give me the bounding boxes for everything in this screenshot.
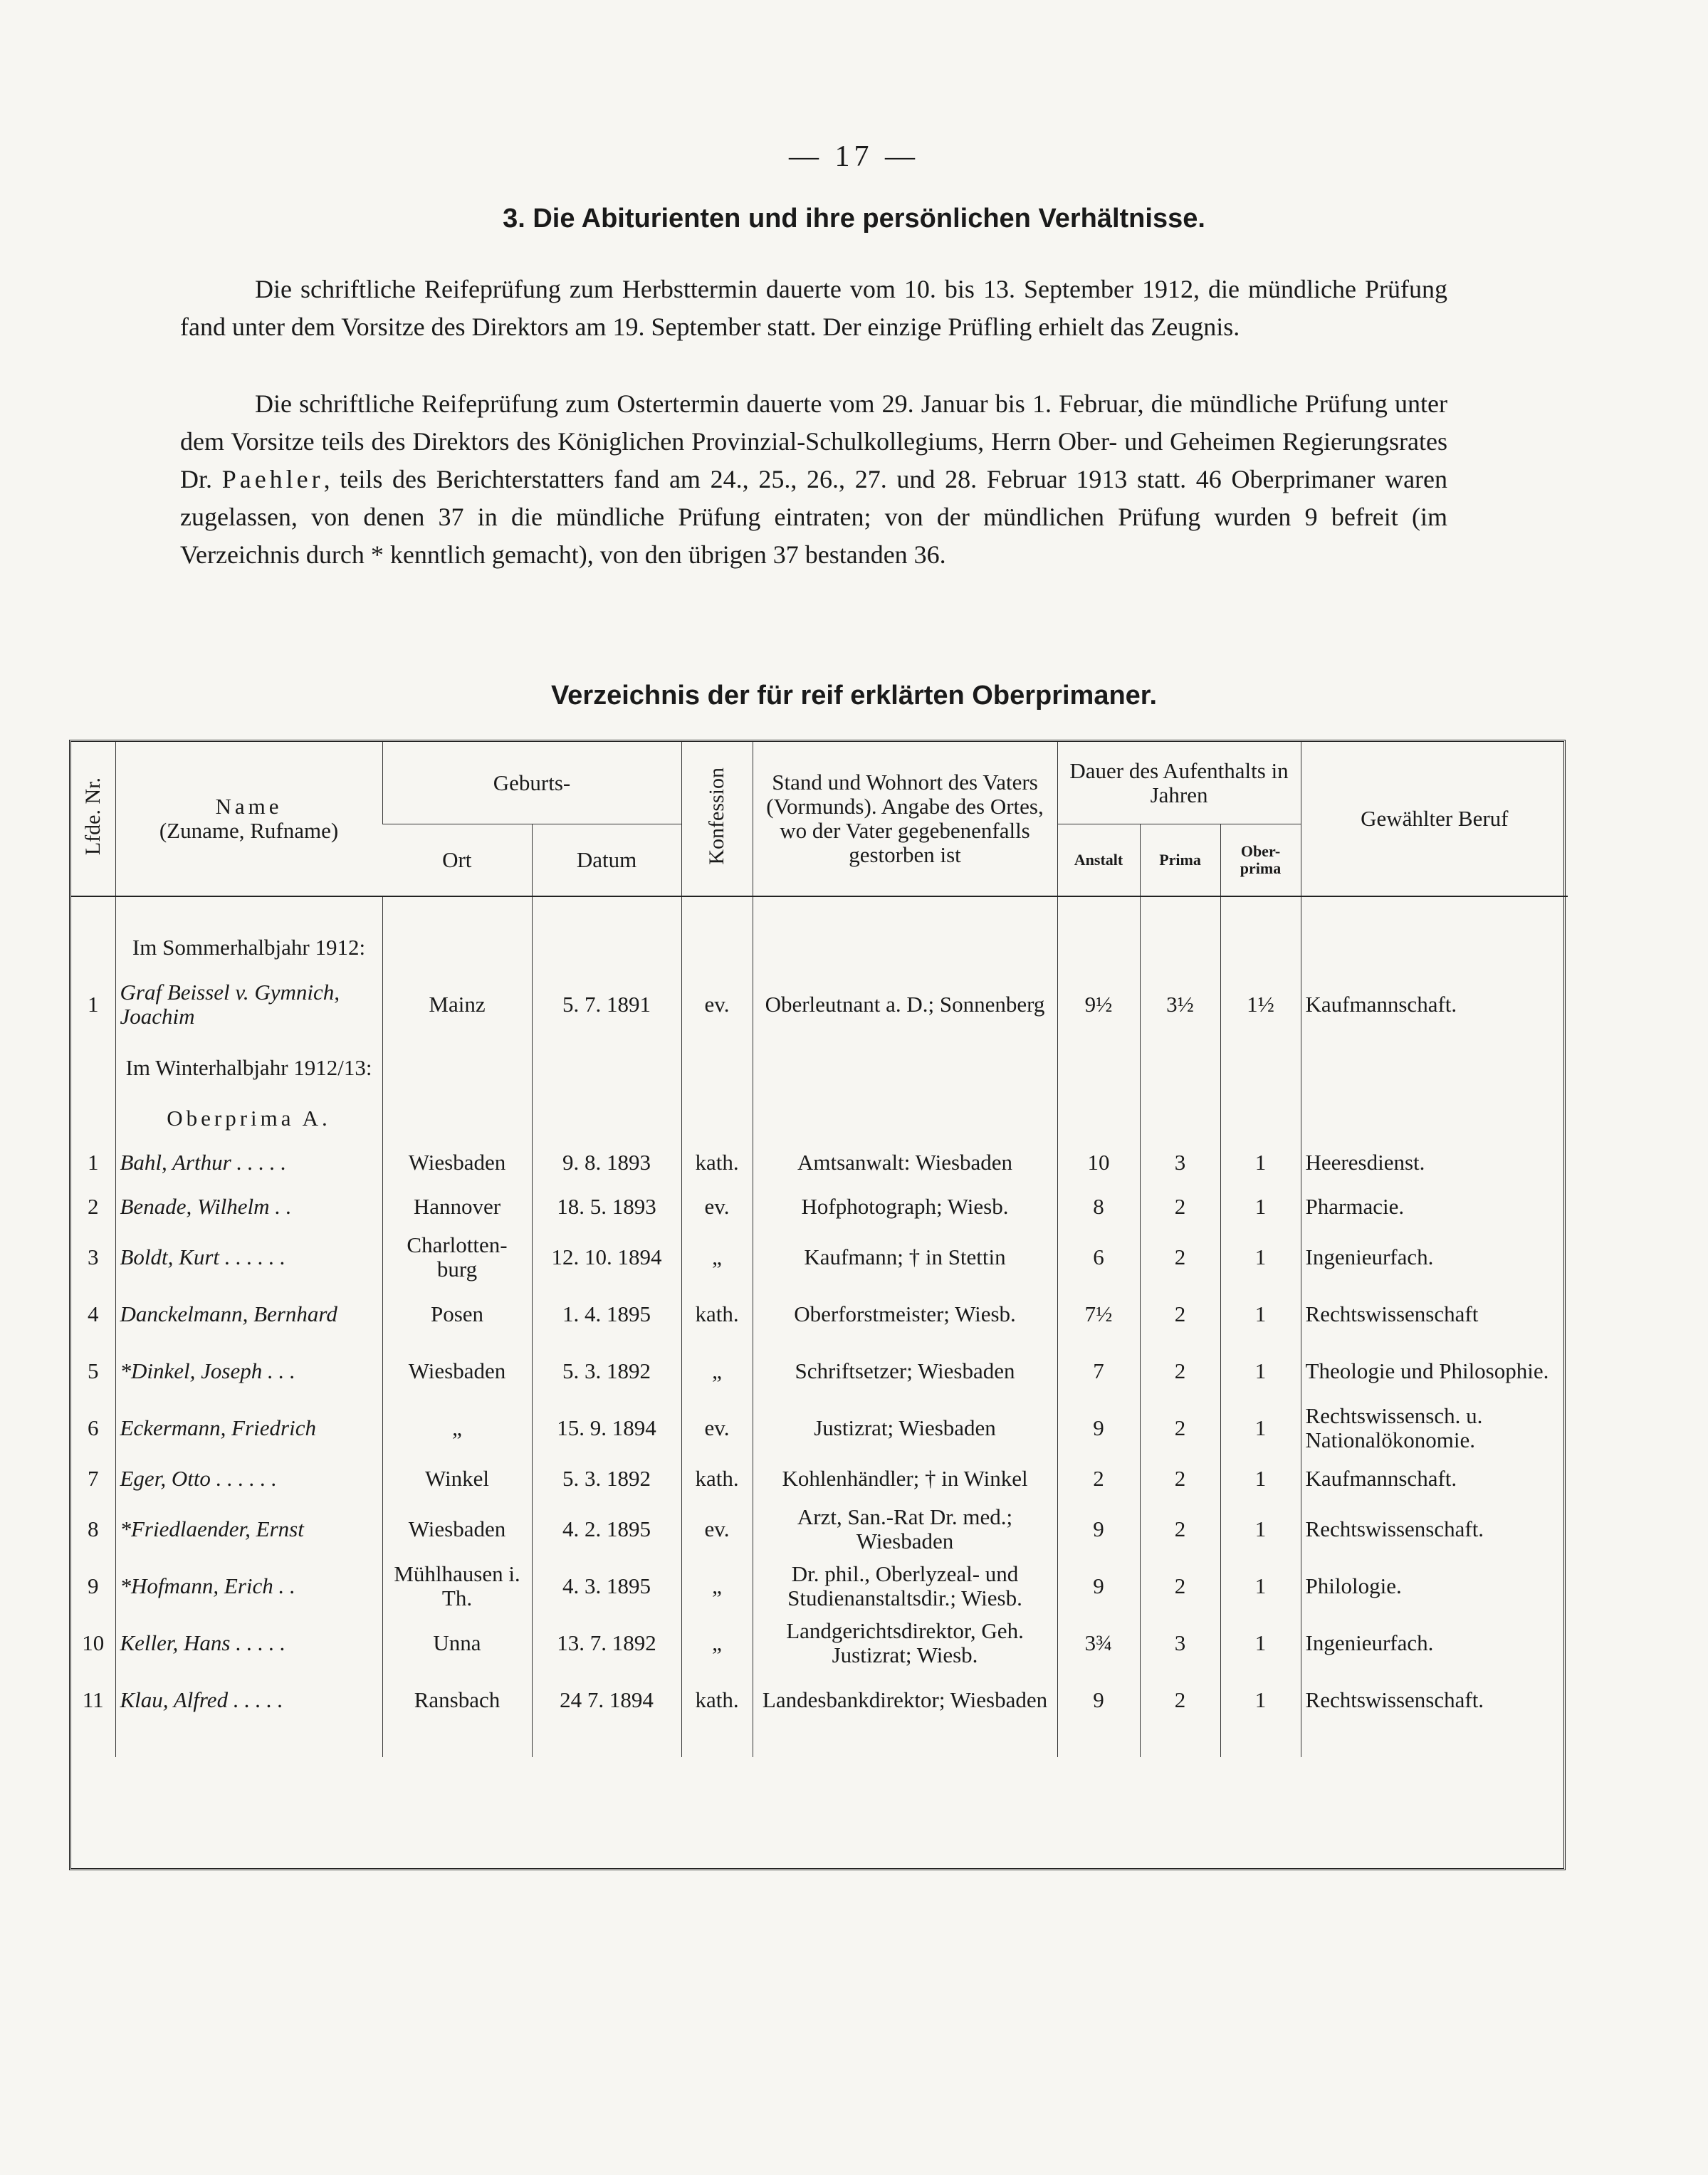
cell-nr: 4 [88,1301,99,1326]
cell-konfession: „ [681,1343,753,1400]
cell-beruf: Rechtswissenschaft [1301,1286,1568,1343]
cell-nr: 11 [82,1687,104,1712]
cell-beruf: Pharmacie. [1301,1185,1568,1229]
header-dauer: Dauer des Aufenthalts in Jahren [1057,742,1301,824]
list-heading: Verzeichnis der für reif erklärten Oberprimaner. [550,681,1158,711]
header-name-line2: (Zuname, Rufname) [159,818,339,843]
table-row [71,1457,1568,1501]
cell-konfession: kath. [681,1286,753,1343]
cell-konfession: „ [681,1615,753,1672]
paragraph-text-start: Die schriftliche Reifeprüfung zum Ostertermin dauerte vom 29. Januar bis 1. Februar, die mündliche Prüfung unter dem Vorsitze teils des Direktors des Königlichen Provinzial-Schulkollegiums, Herrn Ober- und Geheimen Regierungsrates Dr. [180,389,1447,493]
cell-datum: 12. 10. 1894 [532,1229,681,1286]
cell-nr: 7 [88,1466,99,1491]
header-prima: Prima [1140,824,1220,897]
cell-ort: Winkel [382,1457,532,1501]
cell-oberprima: 1 [1220,1672,1301,1729]
person-name: Paehler [221,465,324,493]
cell-name: Keller, Hans . . . . . [115,1615,382,1672]
header-name-line1: Name [215,794,283,819]
cell-nr: 5 [88,1358,99,1383]
header-nr: Lfde. Nr. [80,777,105,856]
cell-ort: „ [382,1400,532,1457]
cell-beruf: Heeresdienst. [1301,1141,1568,1185]
cell-stand: Justizrat; Wiesbaden [753,1400,1057,1457]
table-row [71,1286,1568,1343]
cell-datum: 15. 9. 1894 [532,1400,681,1457]
cell-beruf: Kaufmannschaft. [1301,1457,1568,1501]
cell-stand: Hofphotograph; Wiesb. [753,1185,1057,1229]
cell-beruf: Ingenieurfach. [1301,1615,1568,1672]
cell-name: *Dinkel, Joseph . . . [115,1343,382,1400]
cell-konfession: kath. [681,1457,753,1501]
class-label: Oberprima A. [115,1096,382,1141]
cell-beruf: Philologie. [1301,1558,1568,1615]
header-geburts: Geburts- [382,742,681,824]
cell-prima: 2 [1140,1457,1220,1501]
cell-datum: 5. 7. 1891 [532,970,681,1039]
cell-ort: Mühlhausen i. Th. [382,1558,532,1615]
cell-oberprima: 1 [1220,1286,1301,1343]
cell-prima: 3 [1140,1141,1220,1185]
cell-datum: 4. 2. 1895 [532,1501,681,1558]
cell-anstalt: 9½ [1057,970,1140,1039]
cell-stand: Arzt, San.-Rat Dr. med.; Wiesbaden [753,1501,1057,1558]
cell-anstalt: 9 [1057,1672,1140,1729]
paragraph-ostertermin [180,385,1447,580]
group-label-summer: Im Sommerhalbjahr 1912: [115,926,382,970]
cell-datum: 13. 7. 1892 [532,1615,681,1672]
cell-konfession: kath. [681,1141,753,1185]
cell-konfession: ev. [681,1185,753,1229]
cell-ort: Hannover [382,1185,532,1229]
cell-ort: Mainz [382,970,532,1039]
table-header [71,742,1568,896]
cell-beruf: Kaufmannschaft. [1301,970,1568,1039]
group-label-winter: Im Winterhalbjahr 1912/13: [115,1039,382,1096]
cell-name: Danckelmann, Bernhard [115,1286,382,1343]
cell-datum: 9. 8. 1893 [532,1141,681,1185]
paragraph-text [180,385,1447,574]
cell-datum: 1. 4. 1895 [532,1286,681,1343]
cell-datum: 5. 3. 1892 [532,1457,681,1501]
header-datum: Datum [532,824,681,897]
cell-stand: Amtsanwalt: Wiesbaden [753,1141,1057,1185]
cell-ort: Unna [382,1615,532,1672]
table-row [71,1400,1568,1457]
cell-datum: 5. 3. 1892 [532,1343,681,1400]
table-row [71,1343,1568,1400]
cell-name: *Hofmann, Erich . . [115,1558,382,1615]
cell-konfession: ev. [681,1501,753,1558]
cell-stand: Oberforstmeister; Wiesb. [753,1286,1057,1343]
cell-anstalt: 10 [1057,1141,1140,1185]
cell-name: Eckermann, Friedrich [115,1400,382,1457]
cell-stand: Kaufmann; † in Stettin [753,1229,1057,1286]
table-row [71,1141,1568,1185]
table-row [71,1185,1568,1229]
cell-nr: 10 [82,1630,105,1655]
table-row [71,970,1568,1039]
cell-prima: 2 [1140,1400,1220,1457]
header-konfession: Konfession [681,742,753,896]
cell-nr: 3 [88,1244,99,1269]
cell-prima: 2 [1140,1558,1220,1615]
cell-anstalt: 9 [1057,1501,1140,1558]
graduates-table-frame [69,740,1566,1870]
header-beruf: Gewählter Beruf [1301,742,1568,896]
table-row [71,1672,1568,1729]
cell-ort: Wiesbaden [382,1343,532,1400]
cell-beruf: Theologie und Philosophie. [1301,1343,1568,1400]
cell-beruf: Rechtswissenschaft. [1301,1501,1568,1558]
cell-prima: 2 [1140,1229,1220,1286]
cell-oberprima: 1½ [1220,970,1301,1039]
cell-name: Boldt, Kurt . . . . . . [115,1229,382,1286]
cell-prima: 2 [1140,1672,1220,1729]
paragraph-text-end: , teils des Berichterstatters fand am 24., 25., 26., 27. und 28. Februar 1913 statt. 46 Oberprimaner waren zugelassen, von denen 37 in die mündliche Prüfung eintraten; von der mündlichen Prüfung wurden 9 befreit (im Verzeichnis durch * kenntlich gemacht), von den übrigen 37 bestanden 36. [180,465,1448,569]
cell-name: Klau, Alfred . . . . . [115,1672,382,1729]
table-row [71,1615,1568,1672]
cell-ort: Posen [382,1286,532,1343]
cell-oberprima: 1 [1220,1400,1301,1457]
cell-oberprima: 1 [1220,1615,1301,1672]
cell-konfession: „ [681,1558,753,1615]
cell-nr: 8 [88,1516,99,1541]
cell-prima: 2 [1140,1286,1220,1343]
header-stand: Stand und Wohnort des Vaters (Vormunds). Angabe des Ortes, wo der Vater gegebenenfalls gestorben ist [753,742,1057,896]
cell-datum: 18. 5. 1893 [532,1185,681,1229]
cell-prima: 2 [1140,1343,1220,1400]
cell-oberprima: 1 [1220,1343,1301,1400]
cell-oberprima: 1 [1220,1457,1301,1501]
cell-beruf: Rechtswissenschaft. [1301,1672,1568,1729]
cell-anstalt: 9 [1057,1558,1140,1615]
cell-oberprima: 1 [1220,1229,1301,1286]
cell-prima: 3 [1140,1615,1220,1672]
header-anstalt: Anstalt [1057,824,1140,897]
cell-oberprima: 1 [1220,1501,1301,1558]
cell-anstalt: 3¾ [1057,1615,1140,1672]
header-oberprima: Ober-prima [1220,824,1301,897]
cell-konfession: ev. [681,1400,753,1457]
cell-ort: Wiesbaden [382,1501,532,1558]
cell-stand: Landgerichtsdirektor, Geh. Justizrat; Wiesb. [753,1615,1057,1672]
cell-stand: Landesbankdirektor; Wiesbaden [753,1672,1057,1729]
cell-name: Bahl, Arthur . . . . . [115,1141,382,1185]
cell-ort: Charlotten-burg [382,1229,532,1286]
cell-stand: Dr. phil., Oberlyzeal- und Studienanstaltsdir.; Wiesb. [753,1558,1057,1615]
cell-anstalt: 6 [1057,1229,1140,1286]
table-body [71,896,1568,1141]
cell-nr: 2 [88,1194,99,1219]
graduates-table [71,742,1568,1757]
cell-anstalt: 7½ [1057,1286,1140,1343]
cell-stand: Schriftsetzer; Wiesbaden [753,1343,1057,1400]
cell-nr: 9 [88,1573,99,1598]
cell-beruf: Rechtswissensch. u. Nationalökonomie. [1301,1400,1568,1457]
header-ort: Ort [382,824,532,897]
cell-nr: 1 [88,992,99,1017]
cell-nr: 6 [88,1415,99,1440]
cell-prima: 2 [1140,1185,1220,1229]
cell-datum: 24 7. 1894 [532,1672,681,1729]
cell-konfession: „ [681,1229,753,1286]
table-row [71,1558,1568,1615]
cell-anstalt: 7 [1057,1343,1140,1400]
cell-anstalt: 8 [1057,1185,1140,1229]
cell-datum: 4. 3. 1895 [532,1558,681,1615]
cell-oberprima: 1 [1220,1558,1301,1615]
cell-anstalt: 2 [1057,1457,1140,1501]
cell-konfession: kath. [681,1672,753,1729]
cell-ort: Wiesbaden [382,1141,532,1185]
cell-prima: 3½ [1140,970,1220,1039]
cell-name: *Friedlaender, Ernst [115,1501,382,1558]
cell-konfession: ev. [681,970,753,1039]
section-heading: 3. Die Abiturienten und ihre persönlichen Verhältnisse. [503,204,1205,234]
cell-nr: 1 [88,1150,99,1175]
table-row [71,1501,1568,1558]
cell-prima: 2 [1140,1501,1220,1558]
cell-name: Eger, Otto . . . . . . [115,1457,382,1501]
page-number: — 17 — [789,140,919,173]
cell-ort: Ransbach [382,1672,532,1729]
cell-oberprima: 1 [1220,1185,1301,1229]
cell-oberprima: 1 [1220,1141,1301,1185]
header-name [115,742,382,896]
cell-name: Benade, Wilhelm . . [115,1185,382,1229]
cell-stand: Oberleutnant a. D.; Sonnenberg [753,970,1057,1039]
student-rows [71,1141,1568,1757]
cell-name: Graf Beissel v. Gymnich, Joachim [115,970,382,1039]
table-row [71,1229,1568,1286]
paragraph-text: Die schriftliche Reifeprüfung zum Herbsttermin dauerte vom 10. bis 13. September 1912, die mündliche Prüfung fand unter dem Vorsitze des Direktors am 19. September statt. Der einzige Prüfling erhielt das Zeugnis. [180,275,1447,341]
paragraph-herbsttermin [180,271,1447,352]
cell-stand: Kohlenhändler; † in Winkel [753,1457,1057,1501]
cell-beruf: Ingenieurfach. [1301,1229,1568,1286]
cell-anstalt: 9 [1057,1400,1140,1457]
